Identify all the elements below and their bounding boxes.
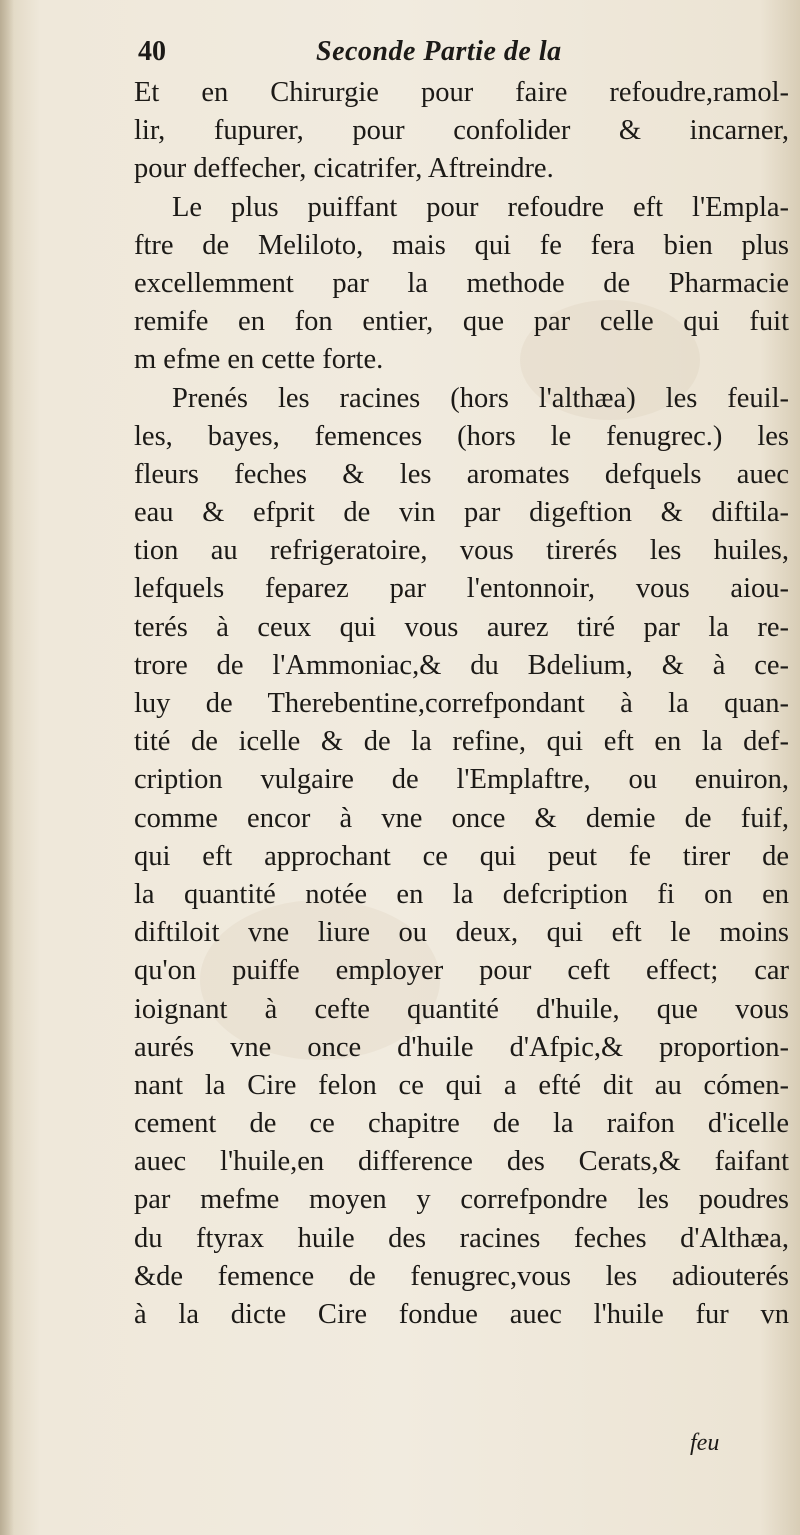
text-line: cription vulgaire de l'Emplaftre, ou enuiron, [134, 764, 789, 796]
text-line: diftiloit vne liure ou deux, qui eft le moins [134, 917, 789, 949]
running-head: Seconde Partie de la [316, 36, 562, 67]
text-line: qui eft approchant ce qui peut fe tirer de [134, 840, 789, 872]
body-text [134, 74, 789, 1334]
text-line: remife en fon entier, que par celle qui fuit [134, 306, 789, 338]
text-line: m efme en cette forte. [134, 344, 384, 376]
text-line: luy de Therebentine,correfpondant à la quan- [134, 688, 789, 719]
text-line: &de femence de fenugrec,vous les adiouterés [134, 1260, 789, 1292]
text-line: Le plus puiffant pour refoudre eft l'Empla- [172, 191, 789, 223]
text-line: Et en Chirurgie pour faire refoudre,ramol- [134, 77, 789, 108]
text-line: cement de ce chapitre de la raifon d'icelle [134, 1108, 789, 1140]
page-number: 40 [138, 36, 166, 67]
text-line: tité de icelle & de la refine, qui eft en la def- [134, 726, 789, 758]
text-line: par mefme moyen y correfpondre les poudres [134, 1184, 789, 1216]
text-line: terés à ceux qui vous aurez tiré par la re- [134, 611, 789, 643]
text-line: fleurs feches & les aromates defquels auec [134, 458, 789, 490]
text-line: tion au refrigeratoire, vous tirerés les huiles, [134, 535, 789, 567]
text-line: les, bayes, femences (hors le fenugrec.) les [134, 420, 789, 452]
text-line: lefquels feparez par l'entonnoir, vous aiou- [134, 573, 789, 605]
text-line: excellemment par la methode de Pharmacie [134, 267, 789, 299]
text-line: lir, fupurer, pour confolider & incarner, [134, 115, 789, 147]
text-line: qu'on puiffe employer pour ceft effect; car [134, 955, 789, 987]
text-line: ioignant à cefte quantité d'huile, que vous [134, 993, 789, 1025]
text-line: du ftyrax huile des racines feches d'Althæa, [134, 1222, 789, 1254]
text-line: comme encor à vne once & demie de fuif, [134, 802, 789, 834]
text-line: aurés vne once d'huile d'Afpic,& proportion- [134, 1031, 789, 1063]
text-line: la quantité notée en la defcription fi on en [134, 878, 789, 910]
text-line: Prenés les racines (hors l'althæa) les feuil- [172, 382, 789, 414]
text-line: trore de l'Ammoniac,& du Bdelium, & à ce- [134, 649, 789, 681]
text-line: nant la Cire felon ce qui a efté dit au cómen- [134, 1069, 789, 1101]
text-line: ftre de Meliloto, mais qui fe fera bien plus [134, 229, 789, 261]
text-line: pour deffecher, cicatrifer, Aftreindre. [134, 153, 554, 185]
text-line: auec l'huile,en difference des Cerats,& faifant [134, 1146, 789, 1178]
page-header [138, 36, 778, 76]
page-gutter-shadow [0, 0, 14, 1535]
text-line: eau & efprit de vin par digeftion & diftila- [134, 497, 789, 529]
catchword: feu [690, 1430, 720, 1456]
text-line: à la dicte Cire fondue auec l'huile fur vn [134, 1299, 789, 1330]
